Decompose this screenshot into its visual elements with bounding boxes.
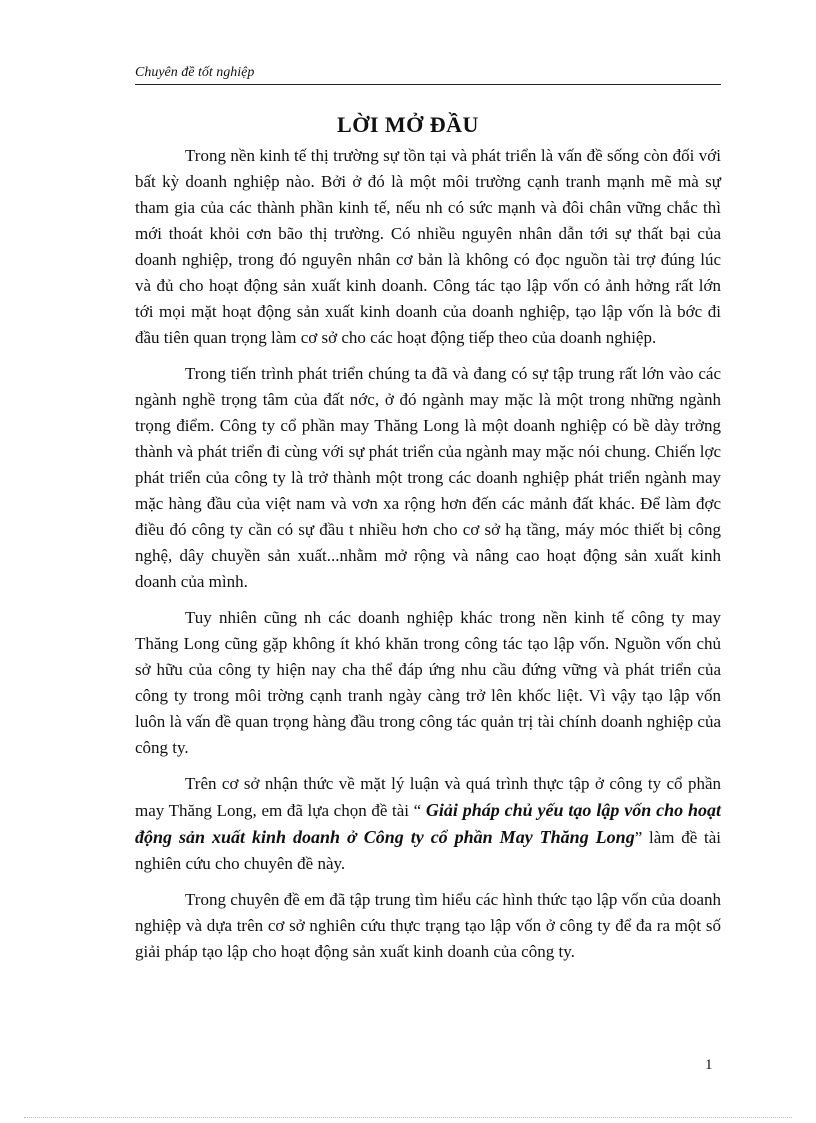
- page-header: [135, 64, 721, 85]
- header-text: Chuyên đề tốt nghiệp: [135, 65, 255, 80]
- paragraph-4-after: ” làm đề tài nghiên cứu cho chuyên đề này.: [135, 828, 722, 873]
- footer-divider: [24, 1117, 792, 1118]
- paragraph-3: Tuy nhiên cũng nh các doanh nghiệp khác trong nền kinh tế công ty may Thăng Long cũng gặp không ít khó khăn trong công tác tạo lập vốn. Nguồn vốn chủ sở hữu của công ty hiện nay cha thể đáp ứng nhu cầu đứng vững và phát triển của công ty trong môi trờng cạnh tranh ngày càng trở lên khốc liệt. Vì vậy tạo lập vốn luôn là vấn đề quan trọng hàng đầu trong công tác quản trị tài chính doanh nghiệp của công ty.: [135, 608, 721, 757]
- paragraph-5: Trong chuyên đề em đã tập trung tìm hiểu các hình thức tạo lập vốn của doanh nghiệp và dựa trên cơ sở nghiên cứu thực trạng tạo lập vốn ở công ty để đa ra một số giải pháp tạo lập cho hoạt động sản xuất kinh doanh của công ty.: [135, 890, 721, 961]
- document-body: [135, 143, 721, 975]
- paragraph-4: [135, 771, 721, 877]
- page-title: LỜI MỞ ĐẦU: [337, 112, 479, 137]
- paragraph-1: Trong nền kinh tế thị trường sự tồn tại và phát triển là vấn đề sống còn đối với bất kỳ doanh nghiệp nào. Bởi ở đó là một môi trường cạnh tranh mạnh mẽ mà sự tham gia của các thành phần kinh tế, nếu nh có sức mạnh và đôi chân vững chắc thì mới thoát khỏi cơn bão thị trường. Có nhiều nguyên nhân dẫn tới sự thất bại của doanh nghiệp, trong đó nguyên nhân cơ bản là không có đọc nguồn tài trợ đúng lúc và đủ cho hoạt động sản xuất kinh doanh. Công tác tạo lập vốn có ảnh hởng rất lớn tới mọi mặt hoạt động sản xuất kinh doanh của doanh nghiệp, tạo lập vốn là bớc đi đầu tiên quan trọng làm cơ sở cho các hoạt động tiếp theo của doanh nghiệp.: [135, 146, 721, 347]
- paragraph-2: Trong tiến trình phát triển chúng ta đã và đang có sự tập trung rất lớn vào các ngành nghề trọng tâm của đất nớc, ở đó ngành may mặc là một trong những ngành trọng điểm. Công ty cổ phần may Thăng Long là một doanh nghiệp có bề dày trởng thành và phát triển đi cùng với sự phát triển của ngành may mặc nói chung. Chiến lợc phát triển của công ty là trở thành một trong các doanh nghiệp phát triển ngành may mặc hàng đầu của việt nam và vơn xa rộng hơn đến các mảnh đất khác. Để làm đợc điều đó công ty cần có sự đầu t nhiều hơn cho cơ sở hạ tầng, máy móc thiết bị công nghệ, dây chuyền sản xuất...nhằm mở rộng và nâng cao hoạt động sản xuất kinh doanh của mình.: [135, 364, 721, 591]
- paragraph-4-topic: Giải pháp chủ yếu tạo lập vốn cho hoạt động sản xuất kinh doanh ở Công ty cổ phần May Thăng Long: [135, 800, 722, 847]
- page-number: 1: [705, 1057, 713, 1073]
- paragraph-4-before: Trên cơ sở nhận thức về mặt lý luận và quá trình thực tập ở công ty cổ phần may Thăng Long, em đã lựa chọn đề tài “: [135, 774, 721, 820]
